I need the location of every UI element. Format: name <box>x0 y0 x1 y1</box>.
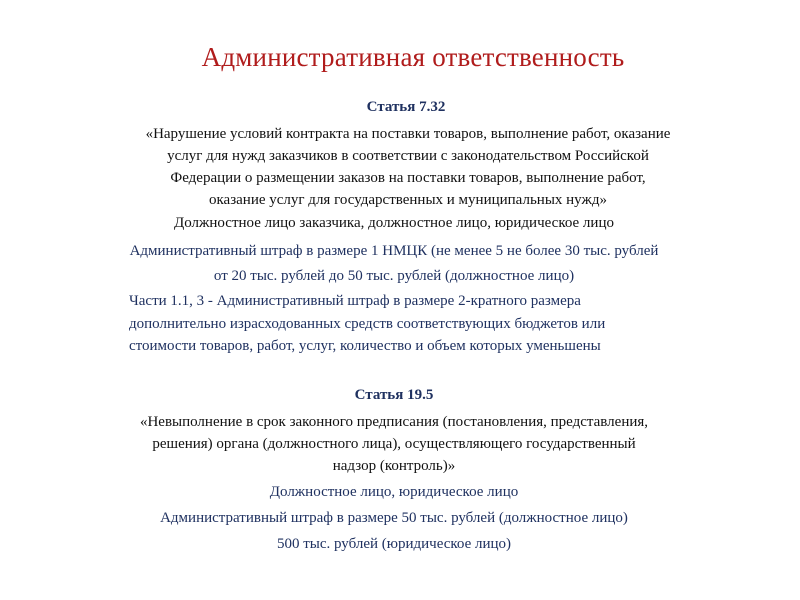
article-7-32-fine-line: от 20 тыс. рублей до 50 тыс. рублей (должностное лицо) <box>213 268 575 284</box>
article-19-5-subjects: Должностное лицо, юридическое лицо <box>269 484 519 500</box>
article-7-32-quote-line: услуг для нужд заказчиков в соответствии с законодательством Российской <box>167 148 649 164</box>
article-heading-7-32: Статья 7.32 <box>366 99 446 115</box>
article-7-32-parts-line: дополнительно израсходованных средств соответствующих бюджетов или <box>129 316 606 332</box>
article-7-32-quote-line: оказание услуг для государственных и муниципальных нужд» <box>209 192 607 208</box>
article-7-32-parts-line: стоимости товаров, работ, услуг, количество и объем которых уменьшены <box>129 338 601 354</box>
article-19-5-fine-line: 500 тыс. рублей (юридическое лицо) <box>276 536 512 552</box>
article-19-5-quote-line: надзор (контроль)» <box>332 458 456 474</box>
article-19-5-quote-line: «Невыполнение в срок законного предписания (постановления, представления, <box>139 414 649 430</box>
slide-title: Административная ответственность <box>201 42 625 72</box>
article-7-32-parts-line: Части 1.1, 3 - Административный штраф в размере 2-кратного размера <box>129 293 581 309</box>
article-7-32-quote-line: «Нарушение условий контракта на поставки товаров, выполнение работ, оказание <box>145 126 671 142</box>
article-7-32-subjects: Должностное лицо заказчика, должностное лицо, юридическое лицо <box>174 215 614 231</box>
article-19-5-quote-line: решения) органа (должностного лица), осуществляющего государственный <box>152 436 636 452</box>
article-19-5-fine-line: Административный штраф в размере 50 тыс. рублей (должностное лицо) <box>160 510 628 526</box>
article-7-32-fine-line: Административный штраф в размере 1 НМЦК (не менее 5 не более 30 тыс. рублей <box>129 243 659 259</box>
article-7-32-quote-line: Федерации о размещении заказов на поставки товаров, выполнение работ, <box>170 170 646 186</box>
article-heading-19-5: Статья 19.5 <box>354 387 434 403</box>
